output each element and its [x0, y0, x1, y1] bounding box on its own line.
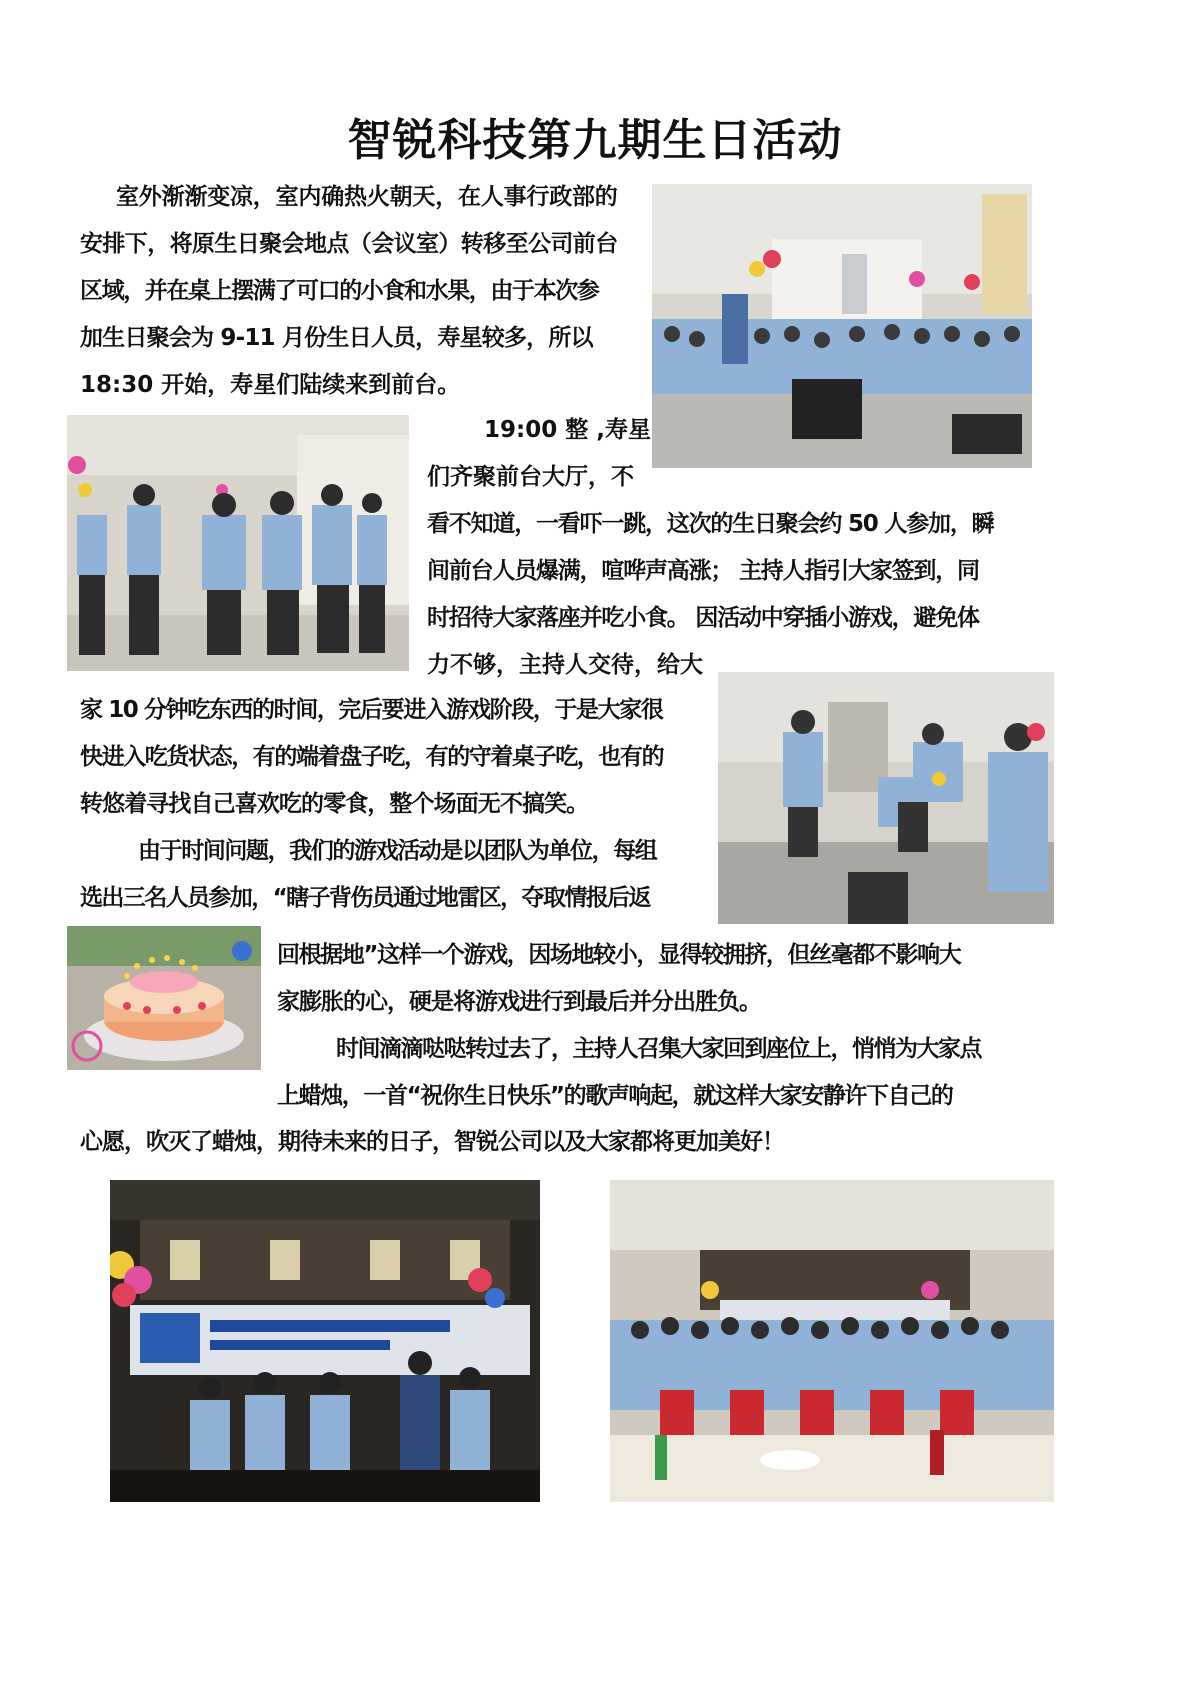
paragraph-line: 间前台人员爆满，喧哗声高涨； 主持人指引大家签到，同 — [427, 558, 979, 584]
group-photo — [610, 1180, 1054, 1502]
paragraph-line: 上蜡烛，一首“祝你生日快乐”的歌声响起，就这样大家安静许下自己的 — [277, 1083, 953, 1109]
paragraph-line: 心愿，吹灭了蜡烛，期待未来的日子，智锐公司以及大家都将更加美好！ — [80, 1129, 784, 1155]
paragraph-line: 18:30 开始，寿星们陆续来到前台。 — [80, 372, 461, 398]
paragraph-line: 快进入吃货状态，有的端着盘子吃，有的守着桌子吃，也有的 — [80, 744, 664, 770]
paragraph-line: 家膨胀的心，硬是将游戏进行到最后并分出胜负。 — [277, 989, 761, 1015]
paragraph-line: 力不够，主持人交待，给大 — [427, 652, 703, 678]
paragraph-line: 由于时间问题，我们的游戏活动是以团队为单位，每组 — [138, 838, 657, 864]
paragraph-line: 室外渐渐变凉，室内确热火朝天，在人事行政部的 — [116, 184, 618, 210]
party-room-photo — [652, 184, 1032, 468]
company-logo-wall-photo — [110, 1180, 540, 1502]
paragraph-line: 回根据地”这样一个游戏，因场地较小，显得较拥挤，但丝毫都不影响大 — [277, 942, 961, 968]
paragraph-line: 时间滴滴哒哒转过去了，主持人召集大家回到座位上，悄悄为大家点 — [336, 1036, 981, 1062]
blindfold-game-photo — [718, 672, 1054, 924]
paragraph-line: 19:00 整 ,寿星 — [484, 417, 651, 443]
page-title: 智锐科技第九期生日活动 — [347, 115, 843, 166]
paragraph-line: 时招待大家落座并吃小食。 因活动中穿插小游戏，避免体 — [427, 605, 979, 631]
birthday-cake-photo — [67, 926, 261, 1070]
circle-game-photo — [67, 415, 409, 671]
paragraph-line: 家 10 分钟吃东西的时间，完后要进入游戏阶段，于是大家很 — [80, 697, 663, 723]
paragraph-line: 区域，并在桌上摆满了可口的小食和水果，由于本次参 — [80, 278, 599, 304]
paragraph-line: 转悠着寻找自己喜欢吃的零食，整个场面无不搞笑。 — [80, 791, 589, 817]
paragraph-line: 看不知道，一看吓一跳，这次的生日聚会约 50 人参加，瞬 — [427, 511, 994, 537]
paragraph-line: 选出三名人员参加，“瞎子背伤员通过地雷区，夺取情报后返 — [80, 885, 650, 911]
paragraph-line: 加生日聚会为 9-11 月份生日人员，寿星较多，所以 — [80, 325, 593, 351]
paragraph-line: 安排下，将原生日聚会地点（会议室）转移至公司前台 — [80, 231, 618, 257]
paragraph-line: 们齐聚前台大厅，不 — [427, 464, 634, 490]
